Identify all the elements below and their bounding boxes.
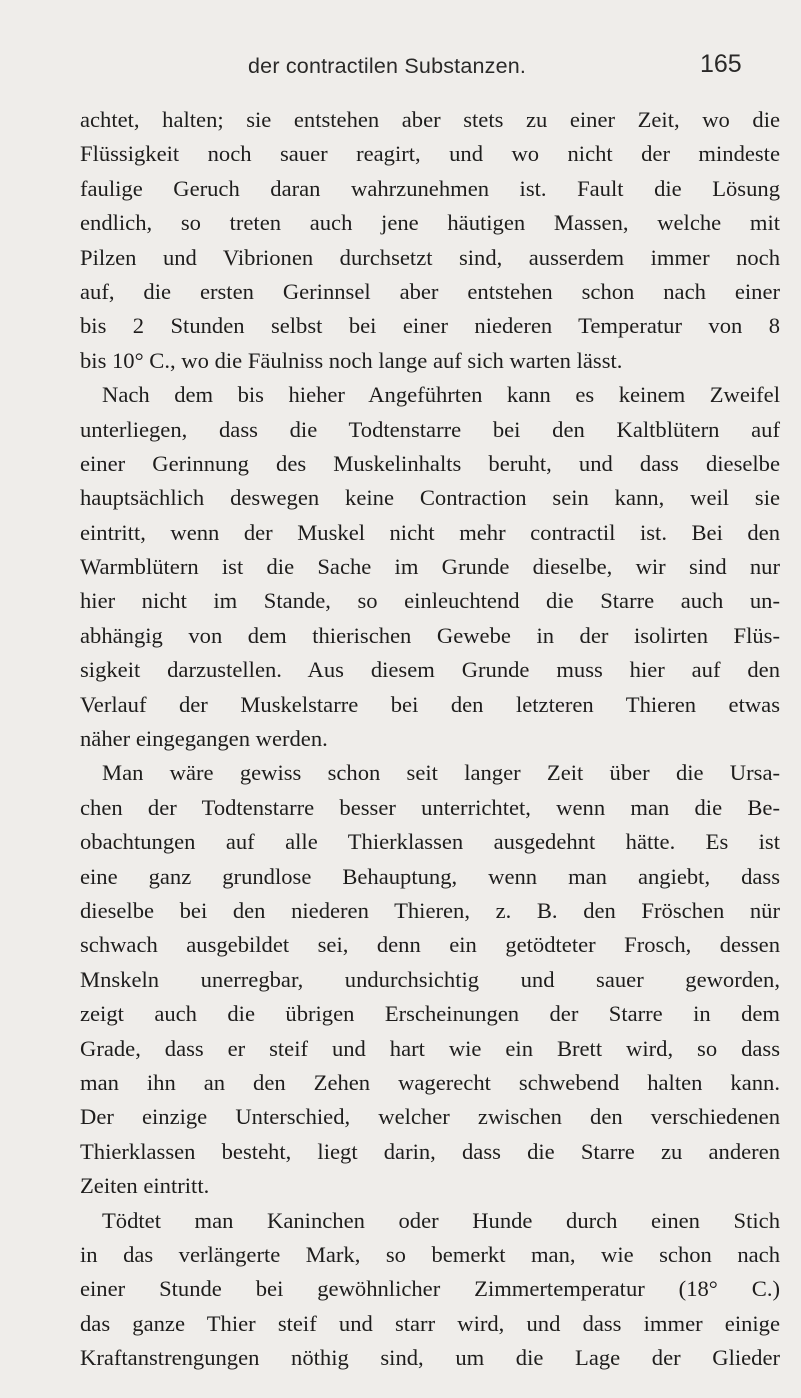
text-line: Grade, dass er steif und hart wie ein Brett wird, so dass <box>80 1035 780 1061</box>
text-line: abhängig von dem thierischen Gewebe in der isolirten Flüs- <box>80 622 780 648</box>
text-line: achtet, halten; sie entstehen aber stets zu einer Zeit, wo die <box>80 107 780 132</box>
text-line: auf, die ersten Gerinnsel aber entstehen schon nach einer <box>80 278 780 304</box>
text-line: chen der Todtenstarre besser unterrichtet, wenn man die Be- <box>80 794 780 820</box>
text-line: Thierklassen besteht, liegt darin, dass die Starre zu anderen <box>80 1138 780 1164</box>
text-line: sigkeit darzustellen. Aus diesem Grunde muss hier auf den <box>80 657 780 683</box>
text-line: hauptsächlich deswegen keine Contraction sein kann, weil sie <box>80 485 780 511</box>
text-line: bis 10° C., wo die Fäulniss noch lange auf sich warten lässt. <box>80 347 623 373</box>
page-number: 165 <box>700 50 742 78</box>
text-line: Man wäre gewiss schon seit langer Zeit über die Ursa- <box>102 760 780 786</box>
running-head: der contractilen Substanzen. <box>248 54 527 78</box>
text-line: Zeiten eintritt. <box>80 1173 210 1199</box>
text-line: Tödtet man Kaninchen oder Hunde durch einen Stich <box>102 1207 780 1233</box>
text-line: Mnskeln unerregbar, undurchsichtig und sauer geworden, <box>80 966 780 992</box>
text-line: näher eingegangen werden. <box>80 726 328 752</box>
text-line: das ganze Thier steif und starr wird, und dass immer einige <box>80 1310 780 1336</box>
text-line: Nach dem bis hieher Angeführten kann es keinem Zweifel <box>102 382 780 408</box>
text-line: hier nicht im Stande, so einleuchtend die Starre auch un- <box>80 588 780 614</box>
text-line: obachtungen auf alle Thierklassen ausgedehnt hätte. Es ist <box>80 829 780 855</box>
text-line: Der einzige Unterschied, welcher zwischen den verschiedenen <box>80 1104 780 1130</box>
text-line: Warmblütern ist die Sache im Grunde dieselbe, wir sind nur <box>80 554 780 580</box>
text-line: bis 2 Stunden selbst bei einer niederen Temperatur von 8 <box>80 313 780 339</box>
text-line: Verlauf der Muskelstarre bei den letzteren Thieren etwas <box>80 691 780 717</box>
text-line: eine ganz grundlose Behauptung, wenn man angiebt, dass <box>80 863 780 889</box>
body-text <box>80 103 780 1375</box>
text-line: eintritt, wenn der Muskel nicht mehr contractil ist. Bei den <box>80 519 780 545</box>
text-line: Kraftanstrengungen nöthig sind, um die Lage der Glieder <box>80 1345 780 1371</box>
text-line: Pilzen und Vibrionen durchsetzt sind, ausserdem immer noch <box>80 244 780 270</box>
text-line: endlich, so treten auch jene häutigen Massen, welche mit <box>80 210 780 236</box>
text-line: Flüssigkeit noch sauer reagirt, und wo nicht der mindeste <box>80 141 780 167</box>
text-line: in das verlängerte Mark, so bemerkt man, wie schon nach <box>80 1241 780 1267</box>
text-line: schwach ausgebildet sei, denn ein getödteter Frosch, dessen <box>80 932 780 958</box>
text-line: unterliegen, dass die Todtenstarre bei den Kaltblütern auf <box>80 416 780 442</box>
text-line: dieselbe bei den niederen Thieren, z. B. den Fröschen nür <box>80 897 780 923</box>
text-line: zeigt auch die übrigen Erscheinungen der Starre in dem <box>80 1001 780 1027</box>
text-line: faulige Geruch daran wahrzunehmen ist. Fault die Lösung <box>80 175 780 201</box>
text-line: einer Gerinnung des Muskelinhalts beruht, und dass dieselbe <box>80 450 780 476</box>
text-line: einer Stunde bei gewöhnlicher Zimmertemperatur (18° C.) <box>80 1276 780 1302</box>
text-line: man ihn an den Zehen wagerecht schwebend halten kann. <box>80 1069 780 1095</box>
